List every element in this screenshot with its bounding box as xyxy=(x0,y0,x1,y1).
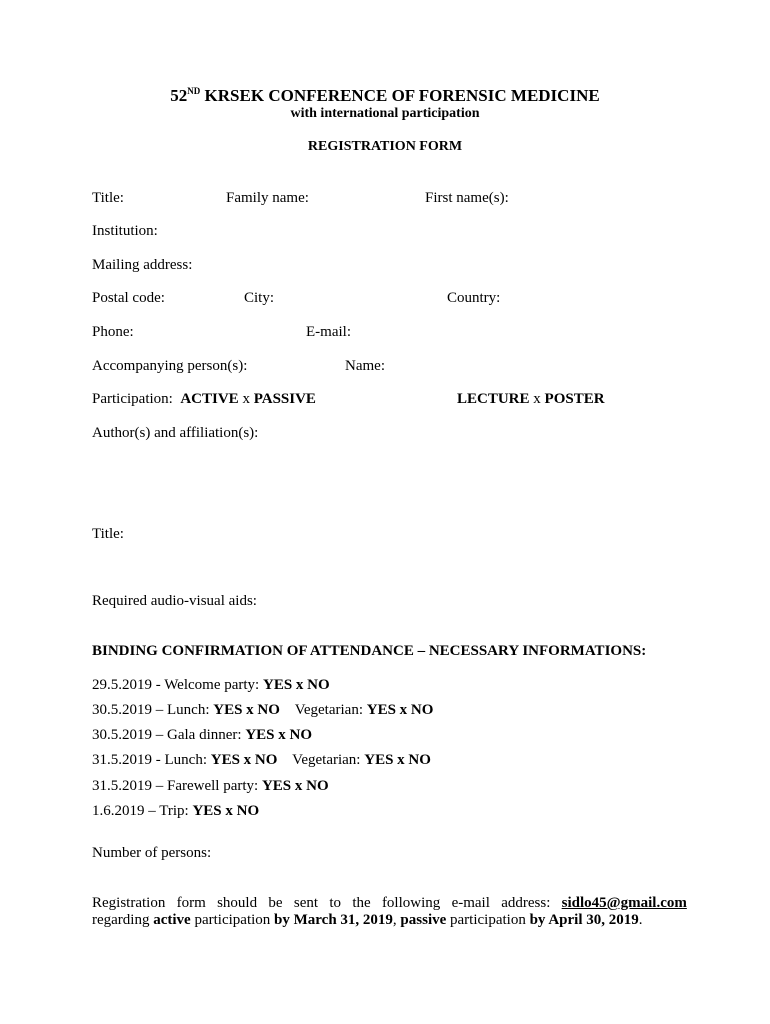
instruction-word: to xyxy=(329,895,342,911)
period: . xyxy=(638,912,643,928)
event-label: 1.6.2019 – Trip: xyxy=(92,803,189,819)
conference-number: 52 xyxy=(170,86,188,105)
email-label: E-mail: xyxy=(306,324,351,340)
first-name-label: First name(s): xyxy=(425,190,509,206)
passive-option[interactable]: PASSIVE xyxy=(253,391,316,407)
instruction-word: address: xyxy=(501,895,551,911)
binding-heading: BINDING CONFIRMATION OF ATTENDANCE – NECESSARY INFORMATIONS: xyxy=(92,643,647,659)
active-word: active xyxy=(153,912,191,928)
conference-name: KRSEK CONFERENCE OF FORENSIC MEDICINE xyxy=(200,86,600,105)
lecture-option[interactable]: LECTURE xyxy=(457,391,530,407)
instruction-word: should xyxy=(217,895,258,911)
instruction-word: e-mail xyxy=(451,895,490,911)
yes-no-choice[interactable]: YES x NO xyxy=(213,702,280,718)
paper-title-label: Title: xyxy=(92,526,124,542)
event-label: 30.5.2019 – Gala dinner: xyxy=(92,727,242,743)
vegetarian-yes-no-choice[interactable]: YES x NO xyxy=(366,702,434,718)
country-label: Country: xyxy=(447,290,501,306)
event-row xyxy=(92,727,312,744)
contact-email-link[interactable]: sidlo45@gmail.com xyxy=(561,895,687,911)
passive-word: passive xyxy=(400,912,447,928)
accompanying-name-label: Name: xyxy=(345,358,385,374)
active-option[interactable]: ACTIVE xyxy=(180,391,239,407)
presentation-x: x xyxy=(533,391,541,407)
event-row xyxy=(92,778,329,795)
instruction-line-2 xyxy=(92,912,643,929)
event-row xyxy=(92,752,431,769)
accompanying-label: Accompanying person(s): xyxy=(92,358,248,374)
instruction-word: Registration xyxy=(92,895,166,911)
presentation-type-row xyxy=(457,391,605,408)
number-of-persons-label: Number of persons: xyxy=(92,845,212,861)
ordinal-suffix: ND xyxy=(187,86,201,96)
authors-label: Author(s) and affiliation(s): xyxy=(92,425,259,441)
title-label: Title: xyxy=(92,190,124,206)
event-label: 30.5.2019 – Lunch: xyxy=(92,702,210,718)
postal-code-label: Postal code: xyxy=(92,290,165,306)
instruction-word: sent xyxy=(293,895,319,911)
form-title: REGISTRATION FORM xyxy=(307,139,463,154)
av-aids-label: Required audio-visual aids: xyxy=(92,593,257,609)
phone-label: Phone: xyxy=(92,324,134,340)
city-label: City: xyxy=(244,290,275,306)
participation-x: x xyxy=(242,391,250,407)
instruction-word: form xyxy=(176,895,206,911)
conference-title xyxy=(0,86,770,106)
mailing-address-label: Mailing address: xyxy=(92,257,193,273)
vegetarian-yes-no-choice[interactable]: YES x NO xyxy=(364,752,431,768)
yes-no-choice[interactable]: YES x NO xyxy=(261,778,329,794)
participation-word: participation xyxy=(190,912,275,928)
participation-label: Participation: xyxy=(92,391,173,407)
yes-no-choice[interactable]: YES x NO xyxy=(262,677,330,693)
participation-row xyxy=(92,391,316,408)
institution-label: Institution: xyxy=(92,223,158,239)
event-row xyxy=(92,677,330,694)
event-row xyxy=(92,702,433,719)
family-name-label: Family name: xyxy=(226,190,309,206)
instruction-line-1 xyxy=(92,895,687,912)
poster-option[interactable]: POSTER xyxy=(544,391,605,407)
event-row xyxy=(92,803,259,820)
event-label: 31.5.2019 - Lunch: xyxy=(92,752,207,768)
yes-no-choice[interactable]: YES x NO xyxy=(210,752,278,768)
yes-no-choice[interactable]: YES x NO xyxy=(192,803,260,819)
active-deadline: by March 31, 2019 xyxy=(274,912,393,928)
vegetarian-label: Vegetarian: xyxy=(294,702,363,718)
vegetarian-label: Vegetarian: xyxy=(292,752,361,768)
instruction-word: following xyxy=(381,895,441,911)
instruction-word: be xyxy=(268,895,283,911)
participation-word: participation xyxy=(446,912,530,928)
instruction-word: the xyxy=(352,895,371,911)
conference-subtitle: with international participation xyxy=(290,106,480,121)
event-label: 29.5.2019 - Welcome party: xyxy=(92,677,260,693)
event-label: 31.5.2019 – Farewell party: xyxy=(92,778,259,794)
comma: , xyxy=(392,912,401,928)
regarding-text: regarding xyxy=(92,912,154,928)
yes-no-choice[interactable]: YES x NO xyxy=(245,727,312,743)
passive-deadline: by April 30, 2019 xyxy=(529,912,639,928)
